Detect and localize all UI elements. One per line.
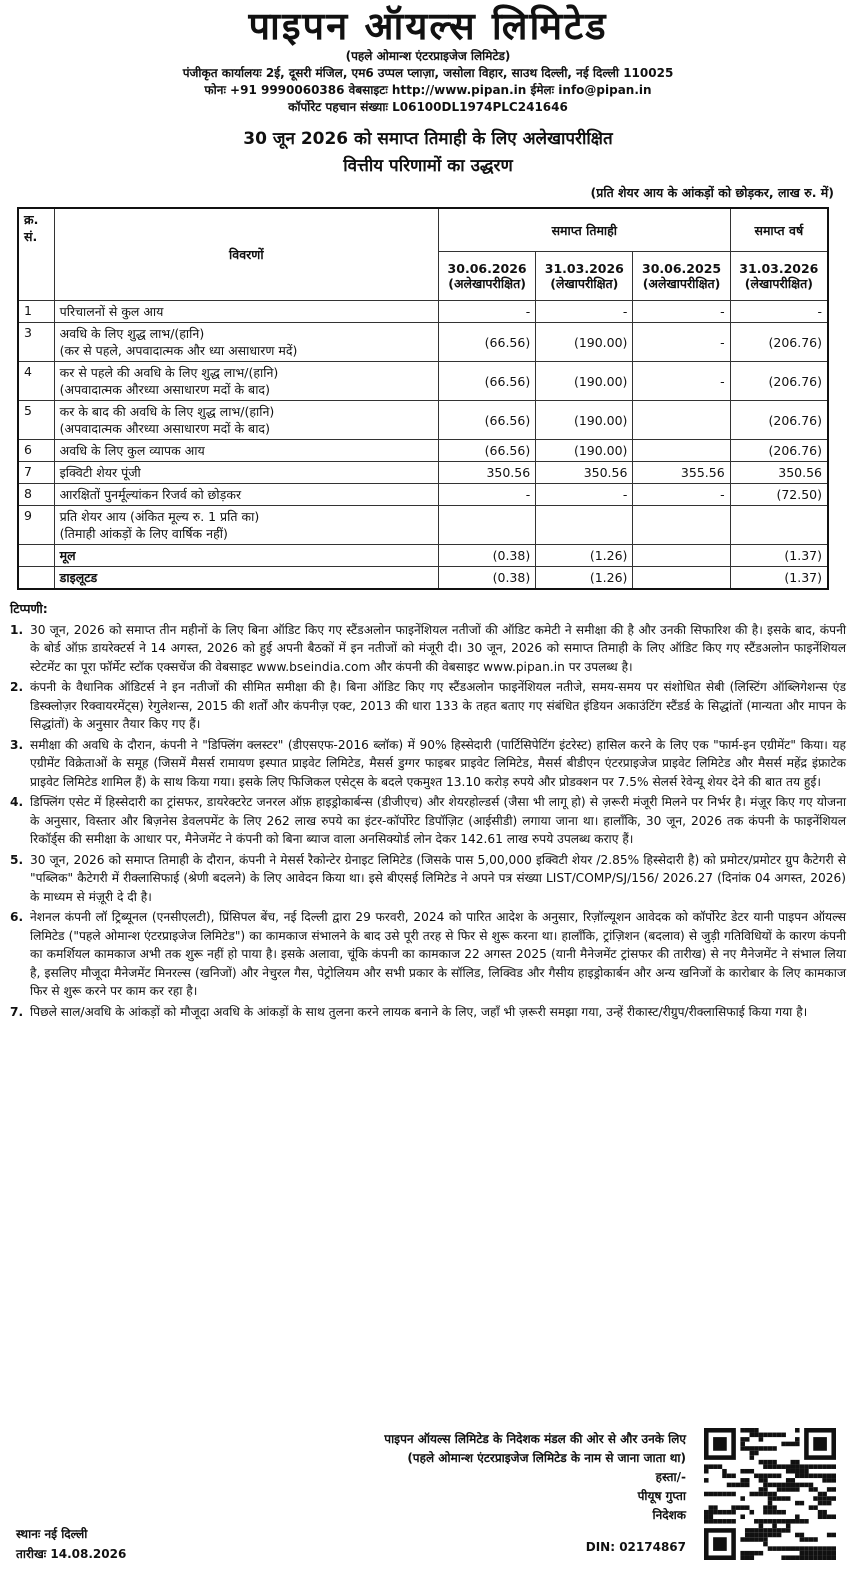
table-row xyxy=(18,401,828,440)
note-text: नेशनल कंपनी लॉ ट्रिब्यूनल (एनसीएलटी), प्रिंसिपल बेंच, नई दिल्ली द्वारा 29 फरवरी, 2024 को पारित आदेश के अनुसार, रिज़ॉल्यूशन आवेदक को कॉर्पोरेट डेटर यानी पाइपन ऑयल्स लिमिटेड ("पहले ओमान्श एंटरप्राइजेज लिमिटेड") का कामकाज संभालने के बाद उसे पूरी तरह से फिर से शुरू करना था। हालाँकि, ट्रांज़िशन (बदलाव) से जुड़ी गतिविधियों के कारण कंपनी का कमर्शियल कामकाज अभी तक शुरू नहीं हो पाया है। इसके अलावा, चूंकि कंपनी का कामकाज 22 अगस्त 2025 (यानी मैनेजमेंट ट्रांसफर की तारीख) से नए मैनेजमेंट ने संभाल लिया है, इसलिए मौजूदा मैनेजमेंट मिनरल्स (खनिजों) और नेचुरल गैस, पेट्रोलियम और सभी प्रकार के सॉलिड, लिक्विड और गैसीय हाइड्रोकार्बन और अन्य खनिजों के कारोबार के लिए कामकाज फिर से शुरू करने पर काम कर रहा है। xyxy=(30,910,846,998)
row-value: (1.37) xyxy=(730,567,828,590)
row-value xyxy=(633,401,730,440)
row-particulars xyxy=(54,323,438,362)
results-title xyxy=(10,126,846,180)
table-row xyxy=(18,462,828,484)
note-text: पिछले साल/अवधि के आंकड़ों को मौजूदा अवधि के आंकड़ों के साथ तुलना करने लायक बनाने के लिए, जहाँ भी ज़रूरी समझा गया, उन्हें रीकास्ट/रीग्रुप/रीक्लासिफाई किया गया है। xyxy=(30,1004,808,1019)
former-name: (पहले ओमान्श एंटरप्राइजेज लिमिटेड) xyxy=(345,49,511,63)
table-row xyxy=(18,440,828,462)
row-value xyxy=(633,440,730,462)
row-serial: 3 xyxy=(18,323,54,362)
table-row xyxy=(18,362,828,401)
notes-list xyxy=(10,621,846,1022)
registered-address: पंजीकृत कार्यालयः 2ई, दूसरी मंजिल, एम6 उप्पल प्लाज़ा, जसोला विहार, साउथ दिल्ली, नई दिल्ली 110025 xyxy=(182,66,674,80)
financial-results-table xyxy=(17,207,829,590)
row-sublabel: (अपवादात्मक औरध्या असाधारण मदों के बाद) xyxy=(59,421,270,436)
title-line-2: वित्तीय परिणामों का उद्धरण xyxy=(343,156,513,176)
row-value: - xyxy=(730,301,828,323)
note-item xyxy=(10,793,846,849)
table-body xyxy=(18,301,828,590)
board-line-1: पाइपन ऑयल्स लिमिटेड के निदेशक मंडल की ओर से और उनके लिए xyxy=(384,1432,686,1446)
header-particulars: विवरणों xyxy=(54,208,438,301)
row-label: अवधि के लिए शुद्ध लाभ/(हानि) xyxy=(59,326,205,341)
company-name: पाइपन ऑयल्स लिमिटेड xyxy=(248,4,608,48)
row-value: (206.76) xyxy=(730,323,828,362)
title-line-1: 30 जून 2026 को समाप्त तिमाही के लिए अलेखापरीक्षित xyxy=(243,129,613,149)
row-value: (66.56) xyxy=(438,323,535,362)
date: तारीखः 14.08.2026 xyxy=(16,1547,127,1561)
row-label: परिचालनों से कुल आय xyxy=(59,304,164,319)
row-value: (66.56) xyxy=(438,440,535,462)
note-number: 2. xyxy=(10,680,24,694)
row-value: (206.76) xyxy=(730,401,828,440)
table-header-row xyxy=(18,208,828,252)
row-value: - xyxy=(633,301,730,323)
row-particulars xyxy=(54,440,438,462)
row-serial: 8 xyxy=(18,484,54,506)
row-value: (0.38) xyxy=(438,567,535,590)
header-serial: क्र. सं. xyxy=(18,208,54,301)
row-label: अवधि के लिए कुल व्यापक आय xyxy=(59,443,205,458)
table-row xyxy=(18,301,828,323)
row-value: (1.26) xyxy=(536,567,633,590)
row-value: (190.00) xyxy=(536,440,633,462)
col-date xyxy=(536,252,633,301)
row-label: कर से पहले की अवधि के लिए शुद्ध लाभ/(हानि) xyxy=(59,365,279,380)
row-value: (190.00) xyxy=(536,362,633,401)
table-row xyxy=(18,506,828,545)
row-value: (206.76) xyxy=(730,440,828,462)
row-value: - xyxy=(536,301,633,323)
row-particulars xyxy=(54,301,438,323)
row-label: डाइलूटड xyxy=(59,570,98,585)
note-text: 30 जून, 2026 को समाप्त तीन महीनों के लिए बिना ऑडिट किए गए स्टैंडअलोन फाइनेंशियल नतीजों की ऑडिट कमेटी ने समीक्षा की है और उनकी सिफारिश की है। इसके बाद, कंपनी के बोर्ड ऑफ़ डायरेक्टर्स ने 14 अगस्त, 2026 को हुई अपनी बैठकों में इन नतीजों को मंजूरी दी। 30 जून, 2026 को समाप्त तिमाही के लिए ऑडिट किए गए स्टैंडअलोन फाइनेंशियल स्टेटमेंट का पूरा फॉर्मेट स्टॉक एक्सचेंज की वेबसाइट www.bseindia.com और कंपनी की वेबसाइट www.pipan.in पर उपलब्ध है। xyxy=(30,622,846,674)
table-row xyxy=(18,484,828,506)
row-value: - xyxy=(536,484,633,506)
row-value: (1.26) xyxy=(536,545,633,567)
cin-line: कॉर्पोरेट पहचान संख्याः L06100DL1974PLC241646 xyxy=(288,100,568,114)
notice-page xyxy=(10,0,846,1576)
row-value: 350.56 xyxy=(536,462,633,484)
place-date xyxy=(16,1524,126,1564)
board-line-2: (पहले ओमान्श एंटरप्राइजेज लिमिटेड के नाम से जाना जाता था) xyxy=(407,1451,686,1465)
note-text: समीक्षा की अवधि के दौरान, कंपनी ने "डिफ्लिंग क्लस्टर" (डीएसएफ-2016 ब्लॉक) में 90% हिस्सेदारी (पार्टिसिपेटिंग इंटरेस्ट) हासिल करने के लिए एक "फार्म-इन एग्रीमेंट" किया। यह एग्रीमेंट विक्रेताओं के समूह (जिसमें मैसर्स रामायण इस्पात प्राइवेट लिमिटेड, मैसर्स डुग्गर फाइबर प्राइवेट लिमिटेड, मैसर्स बीडीएन एंटरप्राइजेज प्राइवेट लिमिटेड और मैसर्स महेंद्र इंफ्राटेक प्राइवेट लिमिटेड शामिल हैं) के साथ किया गया। इसके लिए फिजिकल एसेट्स के बदले एकमुश्त 13.10 करोड़ रुपये और प्रोडक्शन पर 7.5% सेलर्स रेवेन्यू शेयर देने की बात तय हुई। xyxy=(30,737,846,789)
row-serial: 1 xyxy=(18,301,54,323)
note-text: 30 जून, 2026 को समाप्त तिमाही के दौरान, कंपनी ने मेसर्स रैकोन्टेर ग्रेनाइट लिमिटेड (जिसके पास 5,00,000 इक्विटी शेयर /2.85% हिस्सेदारी है) को प्रमोटर/प्रमोटर ग्रुप कैटेगरी से "पब्लिक" कैटेगरी में रीक्लासिफाई (श्रेणी बदलने) के लिए आवेदन किया था। इसे बीएसई लिमिटेड ने अपने पत्र संख्या LIST/COMP/SJ/156/ 2026.27 (दिनांक 04 अगस्त, 2026) के माध्यम से मंज़ूरी दे दी है। xyxy=(30,852,846,904)
note-number: 7. xyxy=(10,1004,24,1019)
signature-block xyxy=(384,1430,686,1525)
contact-line: फोनः +91 9990060386 वेबसाइटः http://www.pipan.in ईमेलः info@pipan.in xyxy=(204,83,652,97)
row-label: इक्विटी शेयर पूंजी xyxy=(59,465,141,480)
col-date xyxy=(730,252,828,301)
place: स्थानः नई दिल्ली xyxy=(16,1527,88,1541)
letterhead xyxy=(10,4,846,180)
note-number: 6. xyxy=(10,910,24,924)
row-serial: 9 xyxy=(18,506,54,545)
col-audit-status: (अलेखापरीक्षित) xyxy=(448,276,526,291)
signatory-name: पीयूष गुप्ता xyxy=(637,1489,686,1503)
row-particulars xyxy=(54,506,438,545)
col-date-value: 31.03.2026 xyxy=(544,261,624,276)
row-value: - xyxy=(438,301,535,323)
row-label: आरक्षितों पुनर्मूल्यांकन रिजर्व को छोड़कर xyxy=(59,487,242,502)
table-row xyxy=(18,545,828,567)
col-audit-status: (लेखापरीक्षित) xyxy=(744,276,813,291)
din-number: DIN: 02174867 xyxy=(585,1540,686,1554)
row-value: - xyxy=(633,484,730,506)
row-sublabel: (अपवादात्मक औरध्या असाधारण मदों के बाद) xyxy=(59,382,270,397)
row-value: - xyxy=(633,362,730,401)
col-date-value: 30.06.2025 xyxy=(642,261,722,276)
table-row xyxy=(18,323,828,362)
row-value: (72.50) xyxy=(730,484,828,506)
col-date-value: 31.03.2026 xyxy=(739,261,819,276)
row-sublabel: (तिमाही आंकड़ों के लिए वार्षिक नहीं) xyxy=(59,526,228,541)
col-date xyxy=(633,252,730,301)
note-text: कंपनी के वैधानिक ऑडिटर्स ने इन नतीजों की सीमित समीक्षा की है। बिना ऑडिट किए गए स्टैंडअलोन फाइनेंशियल नतीजे, समय-समय पर संशोधित सेबी (लिस्टिंग ऑब्लिगेशन्स एंड डिस्क्लोज़र रिक्वायरमेंट्स) रेगुलेशन्स, 2015 की शर्तों और कंपनीज़ एक्ट, 2013 की धारा 133 के तहत बताए गए संबंधित इंडियन अकाउंटिंग स्टैंडर्ड के सिद्धांतों (मान्यता और मापन के सिद्धांतों) के अनुसार तैयार किए गए हैं। xyxy=(30,680,846,731)
row-value: (190.00) xyxy=(536,401,633,440)
row-value xyxy=(536,506,633,545)
row-value: 350.56 xyxy=(730,462,828,484)
note-item xyxy=(10,908,846,1001)
row-label: कर के बाद की अवधि के लिए शुद्ध लाभ/(हानि) xyxy=(59,404,275,419)
row-particulars xyxy=(54,401,438,440)
signature-footer xyxy=(10,1422,846,1572)
note-item xyxy=(10,1003,846,1022)
row-serial xyxy=(18,545,54,567)
note-number: 5. xyxy=(10,852,24,867)
col-audit-status: (अलेखापरीक्षित) xyxy=(642,276,721,291)
col-date xyxy=(438,252,535,301)
notes-title: टिप्पणी: xyxy=(10,601,48,616)
row-particulars xyxy=(54,567,438,590)
note-number: 4. xyxy=(10,795,24,809)
row-serial: 7 xyxy=(18,462,54,484)
note-text: डिफ्लिंग एसेट में हिस्सेदारी का ट्रांसफर, डायरेक्टरेट जनरल ऑफ़ हाइड्रोकार्बन्स (डीजीएच) और शेयरहोल्डर्स (जैसा भी लागू हो) से ज़रूरी मंजूरी मिलने पर निर्भर है। मंज़ूर किए गए योजना के अनुसार, विस्तार और बिज़नेस डेवलपमेंट के लिए 262 लाख रुपये का इंटर-कॉर्पोरेट डिपॉज़िट (आईसीडी) लगाया जाना था। हालाँकि, 30 जून, 2026 तक कंपनी के फाइनेंशियल रिकॉर्ड्स की समीक्षा के आधार पर, मैनेजमेंट ने कंपनी को बिना ब्याज वाला अनसिक्योर्ड लोन देकर 142.61 लाख रुपये उपलब्ध कराए हैं। xyxy=(30,795,846,846)
row-value: - xyxy=(633,323,730,362)
note-item xyxy=(10,621,846,677)
table-row xyxy=(18,567,828,590)
row-serial: 5 xyxy=(18,401,54,440)
note-item xyxy=(10,678,846,734)
row-value xyxy=(438,506,535,545)
note-item xyxy=(10,851,846,907)
row-label: मूल xyxy=(59,548,76,563)
row-value xyxy=(633,506,730,545)
row-value xyxy=(633,545,730,567)
row-sublabel: (कर से पहले, अपवादात्मक और ध्या असाधारण मदें) xyxy=(59,343,298,358)
row-value xyxy=(730,506,828,545)
row-value: 355.56 xyxy=(633,462,730,484)
row-value: (1.37) xyxy=(730,545,828,567)
row-value: (66.56) xyxy=(438,362,535,401)
qr-code-icon xyxy=(704,1428,836,1560)
row-particulars xyxy=(54,484,438,506)
row-value: - xyxy=(438,484,535,506)
row-label: प्रति शेयर आय (अंकित मूल्य रु. 1 प्रति का) xyxy=(59,509,260,524)
note-number: 3. xyxy=(10,737,24,752)
row-value: 350.56 xyxy=(438,462,535,484)
unit-note: (प्रति शेयर आय के आंकड़ों को छोड़कर, लाख रु. में) xyxy=(590,185,834,200)
header-year-ended: समाप्त वर्ष xyxy=(730,208,828,252)
row-value: (190.00) xyxy=(536,323,633,362)
signatory-role: निदेशक xyxy=(652,1508,686,1522)
col-date-value: 30.06.2026 xyxy=(447,261,527,276)
row-particulars xyxy=(54,462,438,484)
row-value: (206.76) xyxy=(730,362,828,401)
row-value: (0.38) xyxy=(438,545,535,567)
row-value: (66.56) xyxy=(438,401,535,440)
note-number: 1. xyxy=(10,622,24,637)
row-particulars xyxy=(54,545,438,567)
row-serial xyxy=(18,567,54,590)
note-item xyxy=(10,736,846,792)
row-serial: 4 xyxy=(18,362,54,401)
row-value xyxy=(633,567,730,590)
signed-mark: हस्ता/- xyxy=(655,1470,686,1484)
header-quarter-ended: समाप्त तिमाही xyxy=(438,208,730,252)
row-particulars xyxy=(54,362,438,401)
col-audit-status: (लेखापरीक्षित) xyxy=(550,276,619,291)
notes-section xyxy=(10,600,846,1021)
row-serial: 6 xyxy=(18,440,54,462)
